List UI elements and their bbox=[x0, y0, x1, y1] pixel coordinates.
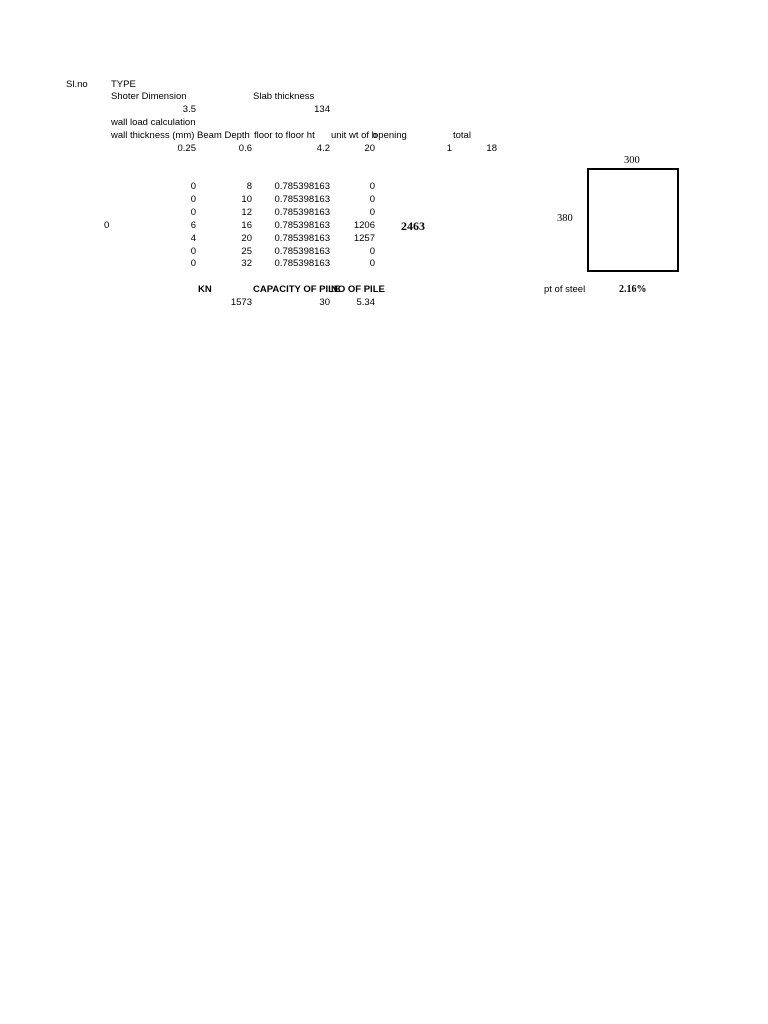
steel-area: 1257 bbox=[353, 233, 375, 244]
steel-area: 0 bbox=[369, 181, 375, 192]
wall-thickness-value: 0.25 bbox=[177, 143, 196, 154]
section-depth-label: 380 bbox=[557, 213, 573, 224]
unit-wt-value: 20 bbox=[364, 143, 375, 154]
bar-diameter: 10 bbox=[241, 194, 252, 205]
unit-wt-header: unit wt of b bbox=[331, 130, 377, 141]
bar-count: 0 bbox=[190, 181, 196, 192]
area-factor: 0.785398163 bbox=[274, 194, 330, 205]
area-factor: 0.785398163 bbox=[274, 181, 330, 192]
section-width-label: 300 bbox=[624, 155, 640, 166]
total-value: 18 bbox=[486, 143, 497, 154]
opening-header: opening bbox=[373, 130, 407, 141]
area-factor: 0.785398163 bbox=[274, 258, 330, 269]
column-section-outline bbox=[587, 168, 679, 272]
bar-count: 6 bbox=[190, 220, 196, 231]
area-factor: 0.785398163 bbox=[274, 246, 330, 257]
total-header: total bbox=[453, 130, 471, 141]
bar-diameter: 32 bbox=[241, 258, 252, 269]
steel-area: 0 bbox=[369, 194, 375, 205]
steel-area: 0 bbox=[369, 207, 375, 218]
bar-diameter: 16 bbox=[241, 220, 252, 231]
bar-count: 4 bbox=[190, 233, 196, 244]
type-header: TYPE bbox=[111, 79, 136, 90]
area-factor: 0.785398163 bbox=[274, 220, 330, 231]
floor-ht-value: 4.2 bbox=[316, 143, 330, 154]
pt-of-steel-label: pt of steel bbox=[544, 284, 586, 295]
opening-value: 1 bbox=[446, 143, 452, 154]
rebar-row-label: 0 bbox=[104, 220, 110, 231]
wall-thickness-header: wall thickness (mm) bbox=[111, 130, 195, 141]
slab-thickness-value: 134 bbox=[314, 104, 330, 115]
area-factor: 0.785398163 bbox=[274, 207, 330, 218]
bar-diameter: 25 bbox=[241, 246, 252, 257]
slab-thickness-label: Slab thickness bbox=[253, 91, 315, 102]
bar-count: 0 bbox=[190, 207, 196, 218]
shoter-dimension-label: Shoter Dimension bbox=[111, 91, 187, 102]
kn-value: 1573 bbox=[230, 297, 252, 308]
beam-depth-value: 0.6 bbox=[238, 143, 252, 154]
capacity-of-pile-value: 30 bbox=[319, 297, 330, 308]
pt-of-steel-value: 2.16% bbox=[619, 284, 647, 295]
capacity-of-pile-header: CAPACITY OF PILE bbox=[253, 284, 341, 295]
wall-load-title: wall load calculation bbox=[111, 117, 196, 128]
sl-no-header: Sl.no bbox=[66, 79, 88, 90]
bar-diameter: 8 bbox=[246, 181, 252, 192]
steel-area: 0 bbox=[369, 258, 375, 269]
bar-diameter: 20 bbox=[241, 233, 252, 244]
floor-ht-header: floor to floor ht bbox=[254, 130, 315, 141]
steel-area: 1206 bbox=[353, 220, 375, 231]
bar-count: 0 bbox=[190, 258, 196, 269]
beam-depth-header: Beam Depth bbox=[197, 130, 250, 141]
no-of-pile-value: 5.34 bbox=[356, 297, 375, 308]
no-of-pile-header: NO OF PILE bbox=[331, 284, 385, 295]
shoter-dimension-value: 3.5 bbox=[182, 104, 196, 115]
area-factor: 0.785398163 bbox=[274, 233, 330, 244]
bar-count: 0 bbox=[190, 246, 196, 257]
bar-count: 0 bbox=[190, 194, 196, 205]
kn-header: KN bbox=[198, 284, 212, 295]
total-steel-area: 2463 bbox=[401, 219, 425, 233]
bar-diameter: 12 bbox=[241, 207, 252, 218]
steel-area: 0 bbox=[369, 246, 375, 257]
